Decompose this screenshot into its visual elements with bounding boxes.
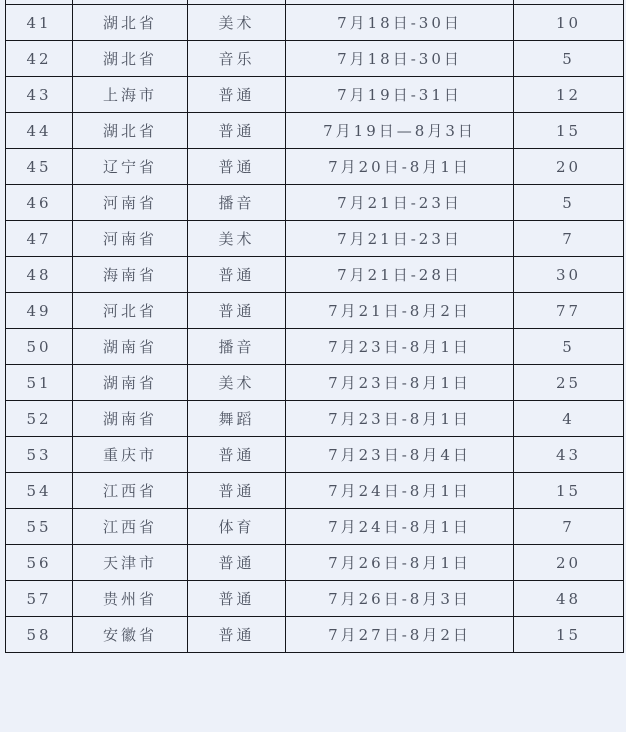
cell-row-number: 43 xyxy=(6,77,73,113)
cell-row-number: 53 xyxy=(6,437,73,473)
cell-row-number: 57 xyxy=(6,581,73,617)
table-row xyxy=(6,149,624,185)
table-row xyxy=(6,257,624,293)
cell-region: 江西省 xyxy=(73,473,188,509)
table-row xyxy=(6,113,624,149)
cell-count: 15 xyxy=(514,473,624,509)
cell-date-range: 7月19日—8月3日 xyxy=(286,113,514,149)
table-row xyxy=(6,365,624,401)
cell-category: 普通 xyxy=(188,473,286,509)
cell-count: 12 xyxy=(514,77,624,113)
cell-date-range: 7月27日-8月2日 xyxy=(286,617,514,653)
cell-category: 普通 xyxy=(188,293,286,329)
cell-category: 普通 xyxy=(188,437,286,473)
cell-date-range: 7月26日-8月1日 xyxy=(286,545,514,581)
cell-row-number: 44 xyxy=(6,113,73,149)
cell-date-range: 7月23日-8月1日 xyxy=(286,329,514,365)
cell-region: 辽宁省 xyxy=(73,149,188,185)
cell-region: 湖北省 xyxy=(73,5,188,41)
schedule-table xyxy=(5,0,624,653)
cell-region: 安徽省 xyxy=(73,617,188,653)
cell-row-number: 56 xyxy=(6,545,73,581)
table-body xyxy=(6,0,624,653)
cell-region: 河南省 xyxy=(73,221,188,257)
cell-count: 20 xyxy=(514,149,624,185)
cell-row-number: 58 xyxy=(6,617,73,653)
cell-date-range: 7月18日-30日 xyxy=(286,41,514,77)
cell-date-range: 7月21日-8月2日 xyxy=(286,293,514,329)
cell-region: 湖北省 xyxy=(73,113,188,149)
cell-region: 湖北省 xyxy=(73,41,188,77)
cell-count: 30 xyxy=(514,257,624,293)
cell-region: 天津市 xyxy=(73,545,188,581)
cell-category: 播音 xyxy=(188,185,286,221)
cell-date-range: 7月19日-31日 xyxy=(286,77,514,113)
cell-region: 贵州省 xyxy=(73,581,188,617)
cell-category: 普通 xyxy=(188,581,286,617)
cell-region: 湖南省 xyxy=(73,329,188,365)
table-row xyxy=(6,77,624,113)
cell-category: 普通 xyxy=(188,77,286,113)
cell-region: 江西省 xyxy=(73,509,188,545)
table-row xyxy=(6,293,624,329)
table-row xyxy=(6,581,624,617)
table-row xyxy=(6,509,624,545)
cell-category: 普通 xyxy=(188,113,286,149)
cell-region: 湖南省 xyxy=(73,365,188,401)
cell-region: 河北省 xyxy=(73,293,188,329)
cell-count: 5 xyxy=(514,329,624,365)
cell-row-number: 48 xyxy=(6,257,73,293)
cell-date-range: 7月18日-30日 xyxy=(286,5,514,41)
cell-category: 普通 xyxy=(188,149,286,185)
cell-count: 43 xyxy=(514,437,624,473)
cell-count: 7 xyxy=(514,221,624,257)
cell-date-range: 7月23日-8月4日 xyxy=(286,437,514,473)
table-row xyxy=(6,473,624,509)
cell-count: 77 xyxy=(514,293,624,329)
cell-row-number: 41 xyxy=(6,5,73,41)
cell-date-range: 7月23日-8月1日 xyxy=(286,365,514,401)
cell-date-range: 7月26日-8月3日 xyxy=(286,581,514,617)
cell-count: 48 xyxy=(514,581,624,617)
cell-region: 海南省 xyxy=(73,257,188,293)
cell-date-range: 7月24日-8月1日 xyxy=(286,509,514,545)
cell-count: 15 xyxy=(514,617,624,653)
cell-row-number: 42 xyxy=(6,41,73,77)
cell-date-range: 7月20日-8月1日 xyxy=(286,149,514,185)
cell-count: 10 xyxy=(514,5,624,41)
cell-count: 25 xyxy=(514,365,624,401)
cell-category: 普通 xyxy=(188,617,286,653)
cell-count: 5 xyxy=(514,185,624,221)
cell-row-number: 50 xyxy=(6,329,73,365)
table-row xyxy=(6,185,624,221)
cell-row-number: 46 xyxy=(6,185,73,221)
cell-date-range: 7月21日-23日 xyxy=(286,185,514,221)
cell-row-number: 51 xyxy=(6,365,73,401)
cell-category: 音乐 xyxy=(188,41,286,77)
cell-category: 舞蹈 xyxy=(188,401,286,437)
cell-category: 普通 xyxy=(188,545,286,581)
cell-count: 4 xyxy=(514,401,624,437)
cell-row-number: 54 xyxy=(6,473,73,509)
table-row xyxy=(6,437,624,473)
cell-count: 15 xyxy=(514,113,624,149)
cell-region: 上海市 xyxy=(73,77,188,113)
table-row xyxy=(6,221,624,257)
table-container xyxy=(5,0,624,653)
table-row xyxy=(6,41,624,77)
cell-date-range: 7月21日-23日 xyxy=(286,221,514,257)
table-row xyxy=(6,5,624,41)
cell-category: 美术 xyxy=(188,221,286,257)
cell-row-number: 45 xyxy=(6,149,73,185)
cell-date-range: 7月21日-28日 xyxy=(286,257,514,293)
cell-category: 播音 xyxy=(188,329,286,365)
cell-row-number: 49 xyxy=(6,293,73,329)
cell-date-range: 7月24日-8月1日 xyxy=(286,473,514,509)
cell-count: 5 xyxy=(514,41,624,77)
cell-count: 20 xyxy=(514,545,624,581)
cell-region: 湖南省 xyxy=(73,401,188,437)
cell-region: 重庆市 xyxy=(73,437,188,473)
cell-row-number: 52 xyxy=(6,401,73,437)
cell-row-number: 55 xyxy=(6,509,73,545)
table-row xyxy=(6,329,624,365)
table-row xyxy=(6,401,624,437)
cell-date-range: 7月23日-8月1日 xyxy=(286,401,514,437)
table-row xyxy=(6,617,624,653)
cell-category: 体育 xyxy=(188,509,286,545)
cell-region: 河南省 xyxy=(73,185,188,221)
cell-category: 美术 xyxy=(188,5,286,41)
cell-row-number: 47 xyxy=(6,221,73,257)
cell-category: 普通 xyxy=(188,257,286,293)
table-row xyxy=(6,545,624,581)
cell-count: 7 xyxy=(514,509,624,545)
cell-category: 美术 xyxy=(188,365,286,401)
